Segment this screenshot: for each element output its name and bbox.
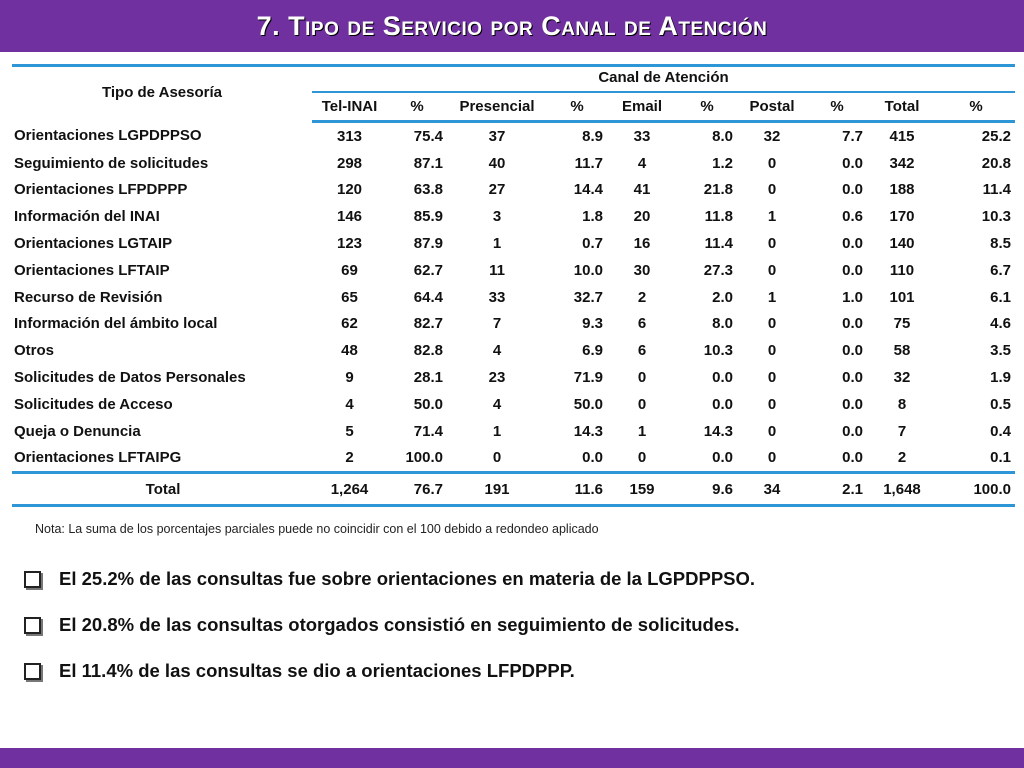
- bullet-text: El 20.8% de las consultas otorgados consistió en seguimiento de solicitudes.: [59, 614, 740, 635]
- table-cell: 140: [889, 235, 915, 253]
- table-row: [12, 177, 1015, 204]
- table-row: [12, 364, 1015, 391]
- table-cell: 0.0: [677, 445, 737, 473]
- row-label: Orientaciones LGTAIP: [14, 235, 173, 253]
- table-cell: 0.0: [712, 369, 733, 387]
- table-cell: 123: [336, 235, 363, 253]
- table-cell: 1.9: [990, 369, 1011, 387]
- table-cell: 0.1: [937, 445, 1015, 473]
- table-cell: 21.8: [703, 181, 733, 199]
- table-cell: 28.1: [413, 369, 443, 387]
- column-header: %: [937, 92, 1015, 122]
- table-cell: 82.8: [413, 342, 443, 360]
- table-cell: 8.0: [712, 315, 733, 333]
- table-cell: 11.6: [547, 473, 607, 506]
- bullet-list: [24, 556, 1014, 694]
- table-cell: 0.0: [842, 369, 863, 387]
- table-cell: 32.7: [573, 288, 603, 306]
- table-cell: 0.0: [842, 235, 863, 253]
- table-cell: 0: [767, 154, 777, 172]
- table-cell: 32: [893, 369, 911, 387]
- table-row: [12, 203, 1015, 230]
- table-cell: 2: [637, 288, 647, 306]
- table-cell: 62.7: [413, 261, 443, 279]
- column-header: Tel-INAI: [312, 92, 387, 122]
- table-cell: 27.3: [703, 261, 733, 279]
- row-label: Otros: [14, 342, 55, 360]
- table-cell: 75: [893, 315, 911, 333]
- table-cell: 8: [897, 395, 907, 413]
- header-canal-atencion: Canal de Atención: [312, 64, 1015, 92]
- row-label: Queja o Denuncia: [14, 422, 141, 440]
- table-cell: 63.8: [413, 181, 443, 199]
- table-cell: 0.6: [842, 208, 863, 226]
- table-cell: 6: [637, 342, 647, 360]
- table-row: [12, 230, 1015, 257]
- row-label: Total: [12, 473, 312, 506]
- table-cell: 7: [897, 422, 907, 440]
- table-cell: 0.0: [842, 315, 863, 333]
- table-cell: 0: [767, 261, 777, 279]
- table-row: [12, 150, 1015, 177]
- table-cell: 8.5: [990, 235, 1011, 253]
- table-cell: 5: [345, 422, 354, 440]
- table-cell: 11.8: [704, 208, 733, 226]
- table-cell: 159: [607, 473, 677, 506]
- row-label: Información del ámbito local: [14, 315, 218, 333]
- table-cell: 415: [889, 127, 915, 145]
- table-cell: 69: [341, 261, 358, 279]
- footer-bar: [0, 748, 1024, 768]
- checkbox-square-icon: [24, 571, 41, 588]
- table-row: [12, 311, 1015, 338]
- table-cell: 8.9: [582, 127, 603, 145]
- column-header: Presencial: [447, 92, 547, 122]
- table-cell: 30: [633, 261, 651, 279]
- table-cell: 6.9: [582, 342, 603, 360]
- table-cell: 16: [633, 235, 651, 253]
- table-cell: 1: [492, 422, 502, 440]
- table-cell: 11.4: [982, 181, 1011, 199]
- table-cell: 0.7: [582, 235, 603, 253]
- table-cell: 25.2: [981, 127, 1011, 145]
- table-cell: 3: [492, 208, 502, 226]
- table-cell: 0: [737, 445, 807, 473]
- row-label: Información del INAI: [14, 208, 160, 226]
- table-cell: 0: [767, 395, 777, 413]
- table-cell: 33: [488, 288, 506, 306]
- row-label: Solicitudes de Acceso: [14, 395, 173, 413]
- table-cell: 14.3: [703, 422, 733, 440]
- table-cell: 33: [633, 127, 651, 145]
- table-cell: 100.0: [937, 473, 1015, 506]
- table-cell: 4: [345, 395, 354, 413]
- table-cell: 7: [492, 315, 502, 333]
- table-cell: 20.8: [981, 154, 1011, 172]
- table-cell: 1.2: [712, 154, 733, 172]
- row-label: Orientaciones LGPDPPSO: [14, 127, 202, 145]
- table-cell: 101: [889, 288, 915, 306]
- row-label: Solicitudes de Datos Personales: [14, 369, 246, 387]
- table-cell: 20: [633, 208, 651, 226]
- table-cell: 1.8: [582, 208, 603, 226]
- table-cell: 0.0: [712, 395, 733, 413]
- table-cell: 342: [889, 154, 915, 172]
- table-row: [12, 418, 1015, 445]
- table-cell: 0: [767, 369, 777, 387]
- table-cell: 75.4: [413, 127, 443, 145]
- table-row: [12, 391, 1015, 418]
- table-cell: 1,264: [312, 473, 387, 506]
- table-cell: 170: [889, 208, 915, 226]
- table-cell: 40: [488, 154, 506, 172]
- column-header: %: [677, 92, 737, 122]
- checkbox-square-icon: [24, 617, 41, 634]
- table-cell: 0: [767, 315, 777, 333]
- table-cell: 4: [492, 342, 502, 360]
- table-cell: 0: [447, 445, 547, 473]
- table-cell: 298: [336, 154, 363, 172]
- table-cell: 37: [488, 127, 506, 145]
- bullet-item: [24, 556, 1014, 602]
- column-header: %: [547, 92, 607, 122]
- table-cell: 0: [607, 445, 677, 473]
- table-cell: 85.9: [413, 208, 443, 226]
- table-cell: 62: [341, 315, 358, 333]
- table-cell: 0.0: [547, 445, 607, 473]
- table-cell: 50.0: [573, 395, 603, 413]
- table-cell: 100.0: [387, 445, 447, 473]
- column-header: %: [807, 92, 867, 122]
- row-label: Orientaciones LFPDPPP: [14, 181, 188, 199]
- table-cell: 0.0: [842, 181, 863, 199]
- table-cell: 14.3: [573, 422, 603, 440]
- column-header: %: [387, 92, 447, 122]
- table-cell: 9.6: [677, 473, 737, 506]
- table-cell: 0: [637, 395, 647, 413]
- table-cell: 11.7: [574, 154, 603, 172]
- bullet-item: [24, 648, 1014, 694]
- table-cell: 120: [336, 181, 363, 199]
- table-cell: 2: [312, 445, 387, 473]
- table-cell: 10.3: [981, 208, 1011, 226]
- table-cell: 8.0: [712, 127, 733, 145]
- table-cell: 313: [336, 127, 363, 145]
- table-cell: 191: [447, 473, 547, 506]
- footnote: Nota: La suma de los porcentajes parciales puede no coincidir con el 100 debido a redondeo aplicado: [35, 522, 599, 536]
- table-cell: 71.9: [573, 369, 603, 387]
- table-cell: 32: [763, 127, 781, 145]
- header-tipo-asesoria: Tipo de Asesoría: [101, 84, 223, 102]
- table-cell: 7.7: [842, 127, 863, 145]
- table-cell: 14.4: [573, 181, 603, 199]
- table-cell: 82.7: [413, 315, 443, 333]
- table-cell: 9.3: [582, 315, 603, 333]
- table-cell: 64.4: [413, 288, 443, 306]
- page-title: 7. Tipo de Servicio por Canal de Atención: [256, 10, 768, 41]
- table-cell: 6.1: [990, 288, 1011, 306]
- table-body: [12, 122, 1015, 506]
- table-cell: 0: [767, 422, 777, 440]
- table-cell: 146: [336, 208, 363, 226]
- table-cell: 23: [488, 369, 506, 387]
- table-cell: 41: [633, 181, 651, 199]
- bullet-text: El 11.4% de las consultas se dio a orientaciones LFPDPPP.: [59, 660, 575, 681]
- table-cell: 65: [341, 288, 358, 306]
- table-cell: 4.6: [990, 315, 1011, 333]
- table-cell: 1,648: [867, 473, 937, 506]
- table-cell: 34: [737, 473, 807, 506]
- table-cell: 58: [893, 342, 911, 360]
- column-header: Postal: [737, 92, 807, 122]
- bullet-text: El 25.2% de las consultas fue sobre orientaciones en materia de la LGPDPPSO.: [59, 568, 756, 589]
- row-label: Recurso de Revisión: [14, 288, 163, 306]
- table-cell: 2: [867, 445, 937, 473]
- table-cell: 0: [767, 181, 777, 199]
- table-cell: 188: [889, 181, 915, 199]
- table-cell: 9: [345, 369, 354, 387]
- service-table: [12, 64, 1015, 507]
- table-row: [12, 122, 1015, 150]
- table-cell: 1.0: [842, 288, 863, 306]
- table-cell: 76.7: [387, 473, 447, 506]
- table-cell: 0.0: [807, 445, 867, 473]
- table-cell: 87.1: [413, 154, 443, 172]
- table-cell: 2.0: [712, 288, 733, 306]
- table-row: [12, 337, 1015, 364]
- table-cell: 1: [767, 208, 777, 226]
- column-header: Total: [867, 92, 937, 122]
- table-cell: 1: [492, 235, 502, 253]
- table-cell: 11: [489, 261, 505, 279]
- row-label: Orientaciones LFTAIPG: [12, 445, 312, 473]
- table-cell: 4: [637, 154, 647, 172]
- table-cell: 87.9: [413, 235, 443, 253]
- row-label: Orientaciones LFTAIP: [14, 261, 170, 279]
- table-cell: 10.0: [573, 261, 603, 279]
- table-cell: 110: [889, 261, 915, 279]
- table-cell: 2.1: [807, 473, 867, 506]
- table-cell: 1: [637, 422, 647, 440]
- table-row: [12, 445, 1015, 473]
- table-cell: 48: [341, 342, 358, 360]
- table-cell: 50.0: [413, 395, 443, 413]
- table-row: [12, 257, 1015, 284]
- row-label: Seguimiento de solicitudes: [14, 154, 209, 172]
- checkbox-square-icon: [24, 663, 41, 680]
- table-cell: 27: [488, 181, 506, 199]
- table-cell: 0.0: [842, 422, 863, 440]
- bullet-item: [24, 602, 1014, 648]
- table-cell: 10.3: [703, 342, 733, 360]
- table-cell: 4: [492, 395, 502, 413]
- title-bar: [0, 0, 1024, 52]
- table-cell: 71.4: [413, 422, 443, 440]
- table-cell: 11.4: [704, 235, 733, 253]
- column-header: Email: [607, 92, 677, 122]
- table-cell: 6: [637, 315, 647, 333]
- table-cell: 6.7: [990, 261, 1011, 279]
- total-row: [12, 473, 1015, 506]
- table-cell: 1: [767, 288, 777, 306]
- table-cell: 0.4: [990, 422, 1011, 440]
- table-cell: 3.5: [990, 342, 1011, 360]
- table-cell: 0.0: [842, 342, 863, 360]
- table-cell: 0.0: [842, 154, 863, 172]
- table-cell: 0.5: [990, 395, 1011, 413]
- table-cell: 0: [767, 235, 777, 253]
- table-cell: 0: [767, 342, 777, 360]
- table-cell: 0.0: [842, 261, 863, 279]
- table-cell: 0: [637, 369, 647, 387]
- table-cell: 0.0: [842, 395, 863, 413]
- table-row: [12, 284, 1015, 311]
